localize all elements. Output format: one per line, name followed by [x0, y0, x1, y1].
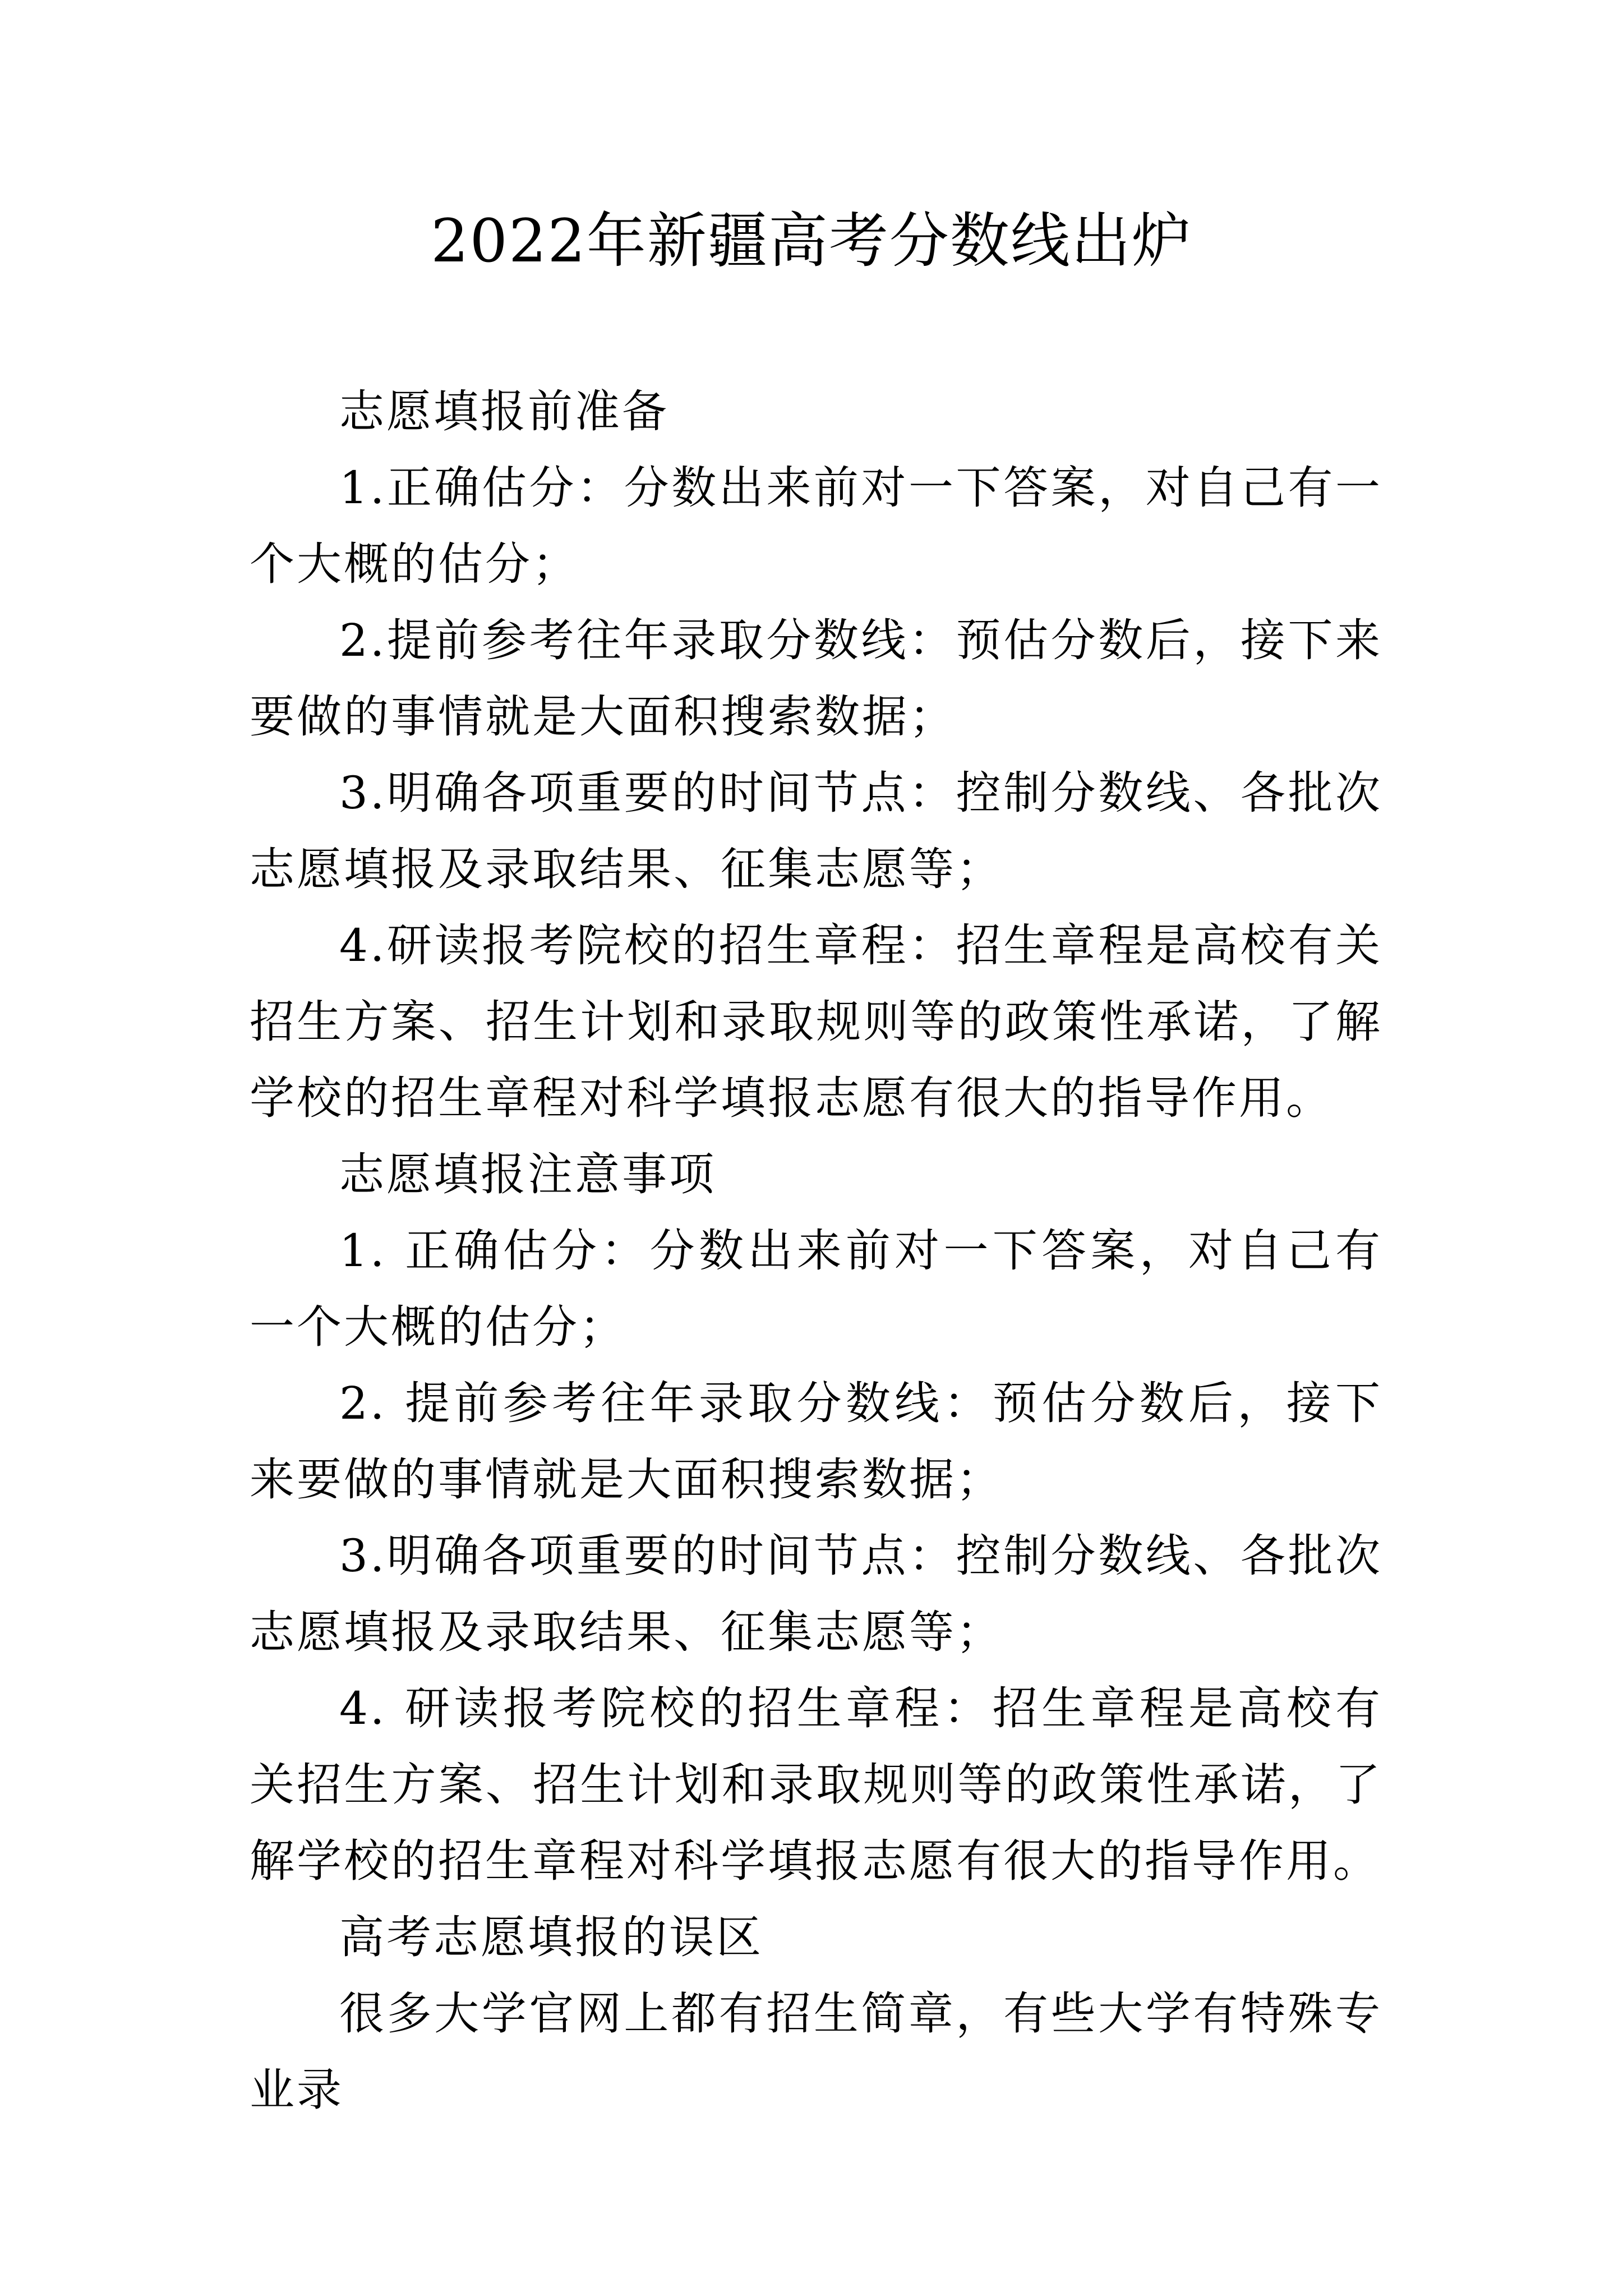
paragraph: 1.正确估分：分数出来前对一下答案，对自己有一个大概的估分；: [250, 462, 1382, 590]
paragraph: 2.提前参考往年录取分数线：预估分数后，接下来要做的事情就是大面积搜索数据；: [250, 614, 1382, 743]
paragraph: 2. 提前参考往年录取分数线：预估分数后，接下来要做的事情就是大面积搜索数据；: [250, 1377, 1382, 1506]
paragraph: 4. 研读报考院校的招生章程：招生章程是高校有关招生方案、招生计划和录取规则等的政策性承诺，了解学校的招生章程对科学填报志愿有很大的指导作用。: [250, 1682, 1382, 1887]
document-body: [250, 374, 1382, 2128]
section-heading-notes: 志愿填报注意事项: [339, 1148, 716, 1200]
paragraph: 3.明确各项重要的时间节点：控制分数线、各批次志愿填报及录取结果、征集志愿等；: [250, 1530, 1382, 1658]
paragraph: 3.明确各项重要的时间节点：控制分数线、各批次志愿填报及录取结果、征集志愿等；: [250, 767, 1382, 895]
section-heading-preparation: 志愿填报前准备: [339, 385, 669, 438]
paragraph: 很多大学官网上都有招生简章，有些大学有特殊专业录: [250, 1987, 1382, 2116]
document-title: 2022年新疆高考分数线出炉: [431, 206, 1192, 275]
section-heading-misconceptions: 高考志愿填报的误区: [339, 1911, 763, 1963]
paragraph: 1. 正确估分：分数出来前对一下答案，对自己有一个大概的估分；: [250, 1225, 1382, 1353]
paragraph: 4.研读报考院校的招生章程：招生章程是高校有关招生方案、招生计划和录取规则等的政策性承诺，了解学校的招生章程对科学填报志愿有很大的指导作用。: [250, 919, 1382, 1124]
